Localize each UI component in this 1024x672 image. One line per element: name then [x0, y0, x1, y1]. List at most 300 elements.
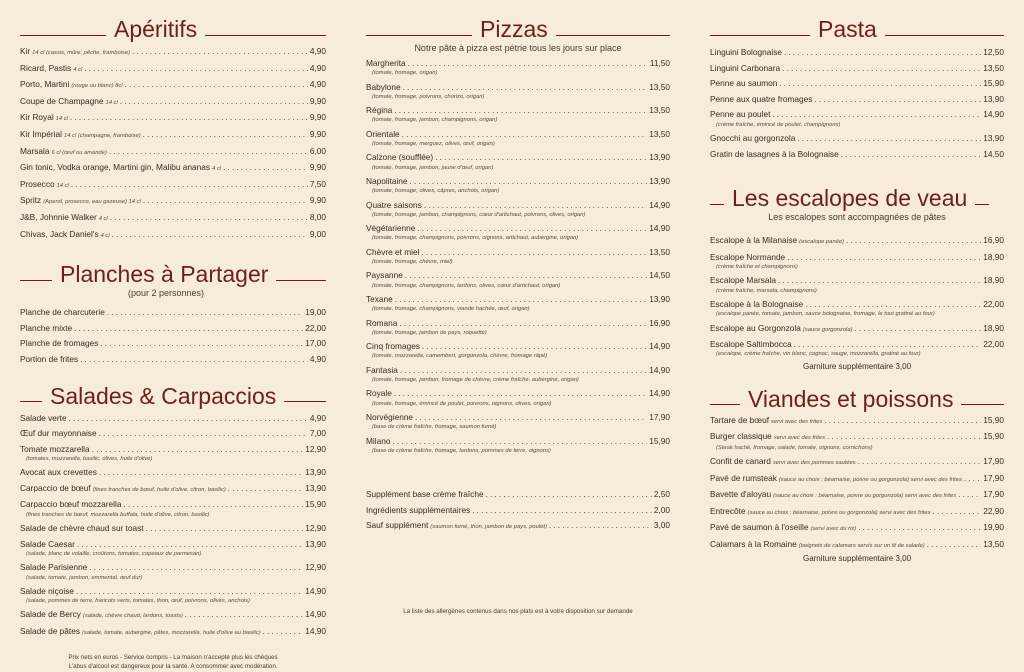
menu-item [710, 489, 1004, 506]
dot-leader [223, 163, 308, 173]
item-description: (tomate, fromage, jambon, champignons, cœur d'artichaut, poivrons, olives, origan) [372, 211, 586, 218]
item-description: (tomate, fromage, jambon, jaune d'œuf, origan) [372, 164, 494, 171]
menu-item [366, 341, 670, 365]
item-name: Babylone [366, 81, 401, 92]
menu-item [710, 415, 1004, 432]
menu-item [710, 473, 1004, 490]
menu-item-row [366, 82, 670, 93]
menu-item-row [710, 415, 1004, 427]
dot-leader [855, 324, 982, 334]
item-note: 14 cl [105, 99, 118, 106]
dot-leader [394, 106, 647, 116]
menu-item-row [710, 522, 1004, 534]
menu-item-row [366, 505, 670, 516]
item-description: (fines tranches de bœuf, mozzarella buffala, huile d'olive, citron, basilic) [26, 511, 210, 518]
menu-item-row [20, 195, 326, 207]
menu-item-row [20, 46, 326, 58]
dot-leader [422, 248, 648, 258]
item-name: Végétarienne [366, 223, 416, 234]
dot-leader [395, 295, 647, 305]
menu-item [366, 200, 670, 224]
item-name: Cinq fromages [366, 341, 420, 352]
item-name: Bavette d'aloyau [710, 489, 772, 500]
dot-leader [435, 153, 647, 163]
dot-leader [146, 524, 304, 534]
dot-leader [263, 627, 304, 637]
item-price: 4,90 [309, 412, 326, 423]
item-name: Chèvre et miel [366, 246, 420, 257]
item-price: 19,90 [983, 522, 1004, 533]
menu-item-row [20, 539, 326, 550]
item-price: 13,50 [983, 62, 1004, 73]
item-name: Spritz [20, 195, 42, 206]
menu-item [710, 522, 1004, 539]
menu-item [20, 562, 326, 586]
dot-leader [782, 64, 981, 74]
menu-item [710, 456, 1004, 473]
item-price: 6,00 [309, 145, 326, 156]
item-price: 22,90 [983, 505, 1004, 516]
dot-leader [84, 64, 308, 74]
item-price: 22,00 [983, 298, 1004, 309]
menu-item-row [710, 299, 1004, 310]
item-description: (tomate, fromage, origan) [372, 70, 438, 77]
item-note: 4 cl [73, 66, 83, 73]
menu-item-row [366, 58, 670, 69]
item-description: (crème fraîche, marsala, champignons) [716, 287, 817, 294]
item-note: (sauce au choix : béarnaise, poivre ou gorgonzola) servi avec des frites [773, 493, 957, 500]
menu-item [366, 294, 670, 318]
menu-item-row [366, 388, 670, 399]
menu-item [20, 146, 326, 163]
item-note: (sauce gorgonzola) [802, 326, 853, 333]
aperitifs-header [20, 15, 326, 43]
item-price: 14,90 [649, 388, 670, 399]
item-name: Milano [366, 435, 391, 446]
menu-item-row [20, 112, 326, 124]
item-name: Supplément base crème fraîche [366, 489, 484, 500]
menu-item [366, 436, 670, 460]
item-name: Romana [366, 317, 398, 328]
dot-leader [403, 83, 648, 93]
dot-leader [772, 110, 981, 120]
item-note: (rouge ou blanc) 8cl [71, 83, 123, 90]
menu-item [20, 444, 326, 468]
item-price: 2,50 [653, 489, 670, 500]
item-price: 15,90 [649, 435, 670, 446]
item-description: (escalope, crème fraîche, vin blanc, cognac, sauge, mozzarella, gratiné au four) [716, 351, 921, 358]
menu-item-row [710, 489, 1004, 501]
menu-item [20, 63, 326, 80]
menu-item-row [710, 539, 1004, 551]
item-note: 14 cl [56, 182, 69, 189]
menu-item-row [366, 436, 670, 447]
dot-leader [814, 95, 981, 105]
item-name: Linguini Carbonara [710, 62, 781, 73]
menu-item-row [20, 79, 326, 91]
item-name: Prosecco [20, 178, 55, 189]
menu-item [20, 428, 326, 444]
item-note: servi avec des frites [773, 435, 826, 442]
menu-item [366, 489, 670, 505]
dot-leader [112, 230, 308, 240]
menu-item-row [366, 152, 670, 163]
menu-item-row [710, 63, 1004, 74]
item-description: (escalope panée, tomate, jambon, sauce bolognaise, fromage, le tout gratiné au four) [716, 311, 935, 318]
pizzas-header [366, 15, 670, 43]
item-name: Carpaccio bœuf mozzarella [20, 499, 122, 510]
menu-item-row [20, 354, 326, 365]
item-name: Kir [20, 46, 31, 56]
menu-item [20, 307, 326, 323]
item-price: 12,50 [983, 47, 1004, 57]
menu-item [20, 338, 326, 354]
item-name: Salade Parisienne [20, 562, 88, 573]
section-subtitle: Les escalopes sont accompagnées de pâtes [768, 212, 946, 223]
item-name: Œuf dur mayonnaise [20, 428, 97, 439]
dot-leader [472, 506, 652, 516]
item-note: 14 cl (champagne, framboise) [63, 132, 141, 139]
item-description: (tomate, fromage, chèvre, miel) [372, 259, 453, 266]
menu-item-row [366, 412, 670, 423]
menu-item [20, 129, 326, 146]
dot-leader [394, 389, 647, 399]
menu-item-row [20, 146, 326, 158]
dot-leader [100, 339, 303, 349]
item-price: 4,90 [309, 353, 326, 364]
dot-leader [71, 180, 308, 190]
item-price: 14,90 [305, 609, 326, 620]
dot-leader [927, 540, 982, 550]
menu-item [366, 105, 670, 129]
menu-item-row [710, 431, 1004, 443]
menu-item-row [20, 499, 326, 510]
pizzas-extras-list [366, 489, 670, 537]
item-price: 4,90 [309, 46, 326, 56]
item-price: 22,00 [983, 339, 1004, 350]
item-name: Portion de frites [20, 353, 79, 364]
pasta-list [710, 47, 1004, 164]
menu-item [20, 162, 326, 179]
dot-leader [778, 276, 981, 286]
item-name: Régina [366, 105, 393, 116]
dot-leader [410, 177, 648, 187]
item-price: 14,50 [983, 148, 1004, 159]
menu-item-row [366, 520, 670, 532]
item-price: 13,50 [649, 105, 670, 116]
dot-leader [858, 523, 981, 533]
dot-leader [110, 213, 308, 223]
item-name: Linguini Bolognaise [710, 47, 782, 57]
dot-leader [415, 413, 647, 423]
item-name: Salade de pâtes [20, 626, 80, 637]
item-name: J&B, Johnnie Walker [20, 211, 97, 222]
menu-item [710, 299, 1004, 323]
item-price: 2,00 [653, 504, 670, 515]
escalopes-header [710, 184, 1004, 212]
menu-item [20, 96, 326, 113]
item-price: 9,90 [309, 195, 326, 206]
dot-leader [405, 271, 647, 281]
aperitifs-list [20, 46, 326, 245]
dot-leader [549, 521, 652, 531]
menu-item-row [20, 609, 326, 621]
item-name: Chivas, Jack Daniel's [20, 228, 99, 239]
item-name: Gnocchi au gorgonzola [710, 132, 796, 143]
menu-item-row [20, 428, 326, 439]
item-price: 13,90 [649, 293, 670, 304]
item-name: Norvégienne [366, 411, 414, 422]
menu-item-row [20, 162, 326, 174]
dot-leader [76, 587, 303, 597]
menu-item-row [20, 63, 326, 75]
menu-item [20, 46, 326, 63]
dot-leader [402, 130, 648, 140]
item-name: Fantasia [366, 364, 398, 375]
item-name: Texane [366, 293, 393, 304]
item-name: Kir Impérial [20, 128, 62, 139]
section-title: Les escalopes de veau [732, 185, 968, 212]
item-price: 4,90 [309, 62, 326, 73]
item-price: 12,90 [305, 562, 326, 573]
item-description: (tomates, mozzarella, basilic, olives, huile d'olive) [26, 455, 153, 462]
item-price: 15,90 [983, 78, 1004, 89]
menu-item [366, 520, 670, 537]
item-price: 17,90 [983, 455, 1004, 466]
item-name: Kir Royal [20, 112, 54, 123]
menu-item-row [710, 456, 1004, 468]
item-description: (base de crème fraîche, fromage, saumon fumé) [372, 424, 497, 431]
menu-item-row [20, 323, 326, 334]
menu-item [20, 539, 326, 563]
item-note: (beignets de calamars servis sur un lit de salade) [798, 542, 925, 549]
menu-item-row [710, 109, 1004, 120]
dot-leader [824, 416, 981, 426]
dot-leader [185, 610, 303, 620]
item-price: 13,90 [983, 93, 1004, 104]
item-price: 8,00 [309, 211, 326, 222]
item-price: 18,90 [983, 275, 1004, 286]
item-name: Calamars à la Romaine [710, 538, 797, 549]
menu-item [366, 223, 670, 247]
viandes-header [710, 385, 1004, 413]
item-name: Penne au saumon [710, 78, 778, 89]
item-name: Planche de charcuterie [20, 307, 105, 318]
dot-leader [964, 474, 981, 484]
item-price: 13,90 [305, 467, 326, 478]
menu-item [366, 270, 670, 294]
item-name: Gratin de lasagnes à la Bolognaise [710, 148, 839, 159]
menu-item [366, 129, 670, 153]
item-price: 15,90 [305, 499, 326, 510]
dot-leader [70, 113, 308, 123]
item-name: Marsala [20, 145, 50, 156]
item-price: 9,90 [309, 112, 326, 123]
dot-leader [841, 150, 982, 160]
item-note: (salade, tomate, aubergine, pâtes, mozzarella, huile d'olive au basilic) [81, 630, 261, 637]
item-price: 13,50 [649, 128, 670, 139]
salades-list [20, 413, 326, 643]
item-description: (tomate, fromage, jambon de pays, roquette) [372, 329, 487, 336]
menu-item-row [366, 270, 670, 281]
item-note: (salade, chèvre chaud, lardons, toasts) [82, 613, 183, 620]
item-price: 14,90 [649, 199, 670, 210]
item-name: Pavé de saumon à l'oseille [710, 522, 809, 533]
menu-item-row [20, 467, 326, 478]
garniture-note: Garniture supplémentaire 3,00 [802, 361, 912, 371]
dot-leader [99, 429, 308, 439]
item-description: (Steak haché, fromage, salade, tomate, oignons, cornichons) [716, 444, 873, 451]
item-note: 4 cl [98, 215, 108, 222]
dot-leader [109, 147, 308, 157]
dot-leader [77, 540, 303, 550]
dot-leader [797, 134, 981, 144]
dot-leader [143, 130, 308, 140]
menu-item [366, 412, 670, 436]
item-description: (crème fraîche et champignons) [716, 264, 798, 271]
menu-item-row [20, 444, 326, 455]
menu-item [366, 176, 670, 200]
menu-item-row [366, 105, 670, 116]
item-description: (tomate, fromage, jambon, fromage de chèvre, crème fraîche, aubergine, origan) [372, 377, 579, 384]
menu-item [20, 467, 326, 483]
menu-item [20, 229, 326, 246]
dot-leader [827, 432, 981, 442]
item-price: 16,90 [649, 317, 670, 328]
dot-leader [417, 224, 647, 234]
item-price: 17,90 [649, 411, 670, 422]
menu-item [710, 149, 1004, 165]
menu-item [20, 523, 326, 539]
item-description: (base de crème fraîche, fromage, lardons, pommes de terre, oignons) [372, 447, 551, 454]
dot-leader [779, 79, 981, 89]
item-price: 17,90 [983, 489, 1004, 500]
menu-item [710, 252, 1004, 276]
menu-item-row [366, 176, 670, 187]
menu-item [20, 79, 326, 96]
section-title: Pizzas [480, 16, 548, 42]
item-name: Napolitaine [366, 175, 408, 186]
menu-item-row [366, 341, 670, 352]
item-price: 13,50 [649, 246, 670, 257]
item-name: Confit de canard [710, 455, 771, 466]
item-name: Pavé de rumsteak [710, 472, 777, 483]
item-name: Quatre saisons [366, 199, 422, 210]
dot-leader [74, 324, 303, 334]
item-name: Escalope au Gorgonzola [710, 322, 801, 333]
menu-item [710, 47, 1004, 63]
escalopes-list [710, 235, 1004, 363]
footer-line: L'abus d'alcool est dangereux pour la santé. A consommer avec modération. [68, 663, 278, 671]
menu-item-row [710, 275, 1004, 286]
menu-item-row [710, 149, 1004, 160]
menu-item-row [710, 235, 1004, 247]
dot-leader [80, 355, 308, 365]
item-note: (sauce au choix : béarnaise, poivre ou gorgonzola) servi avec des frites [747, 509, 931, 516]
item-note: (sauce au choix : béarnaise, poivre ou gorgonzola) servi avec des frites [778, 476, 962, 483]
item-price: 19,00 [305, 307, 326, 318]
item-price: 18,90 [983, 251, 1004, 262]
item-note: servi avec des pommes sautées [772, 459, 856, 466]
menu-item-row [366, 294, 670, 305]
item-name: Carpaccio de bœuf [20, 482, 91, 493]
item-description: (salade, blanc de volaille, croûtons, tomates, copeaux de parmesan) [26, 550, 202, 557]
menu-item-row [20, 626, 326, 638]
menu-item-row [710, 78, 1004, 89]
item-price: 11,50 [649, 58, 670, 68]
item-price: 4,90 [309, 79, 326, 90]
item-name: Gin tonic, Vodka orange, Martini gin, Malibu ananas [20, 162, 211, 173]
item-price: 17,00 [305, 338, 326, 349]
menu-item-row [366, 223, 670, 234]
dot-leader [123, 500, 303, 510]
menu-item [366, 318, 670, 342]
item-name: Coupe de Champagne [20, 95, 104, 106]
dot-leader [132, 47, 308, 57]
item-note: 4 cl [100, 232, 110, 239]
item-name: Escalope Marsala [710, 275, 776, 286]
menu-item [20, 483, 326, 500]
item-price: 16,90 [983, 235, 1004, 246]
menu-item [710, 431, 1004, 456]
item-description: (tomate, fromage, poivrons, chorizo, origan) [372, 93, 485, 100]
menu-item-row [366, 365, 670, 376]
dot-leader [794, 340, 982, 350]
menu-item [366, 247, 670, 271]
item-price: 15,90 [983, 414, 1004, 425]
menu-item [20, 626, 326, 643]
item-price: 22,00 [305, 322, 326, 333]
item-price: 13,90 [649, 175, 670, 186]
pasta-header [710, 15, 1004, 43]
item-note: (Aperol, prosecco, eau gazeuse) 14 cl [43, 199, 141, 206]
item-description: (tomate, mozzarella, camembert, gorgonzola, chèvre, fromage râpé) [372, 353, 548, 360]
item-price: 9,00 [309, 228, 326, 239]
item-price: 13,90 [983, 132, 1004, 143]
menu-item [20, 323, 326, 339]
dot-leader [92, 445, 304, 455]
column-middle [366, 0, 670, 616]
dot-leader [858, 457, 982, 467]
dot-leader [408, 59, 648, 69]
menu-item-row [366, 247, 670, 258]
menu-item-row [20, 586, 326, 597]
dot-leader [228, 484, 303, 494]
menu-item [20, 354, 326, 370]
item-name: Planche mixte [20, 322, 73, 333]
menu-item [20, 212, 326, 229]
menu-item [710, 339, 1004, 363]
menu-item-row [20, 562, 326, 573]
menu-item [710, 63, 1004, 79]
menu-item [710, 323, 1004, 340]
allergen-note: La liste des allergènes contenus dans nos plats est à votre disposition sur demande [403, 607, 633, 615]
item-note: (escalope panée) [799, 239, 844, 246]
menu-item [366, 58, 670, 82]
item-price: 14,90 [305, 626, 326, 637]
menu-item [20, 609, 326, 626]
item-name: Ingrédients supplémentaires [366, 504, 471, 515]
menu-item [710, 539, 1004, 556]
planches-header [20, 260, 326, 288]
section-title: Salades & Carpaccios [50, 382, 277, 409]
item-price: 13,50 [649, 81, 670, 92]
item-price: 17,90 [983, 472, 1004, 483]
dot-leader [125, 80, 308, 90]
item-name: Burger classique [710, 431, 772, 442]
item-description: (tomate, fromage, émincé de poulet, poivrons, oignons, olives, origan) [372, 400, 552, 407]
menu-item-row [710, 323, 1004, 335]
